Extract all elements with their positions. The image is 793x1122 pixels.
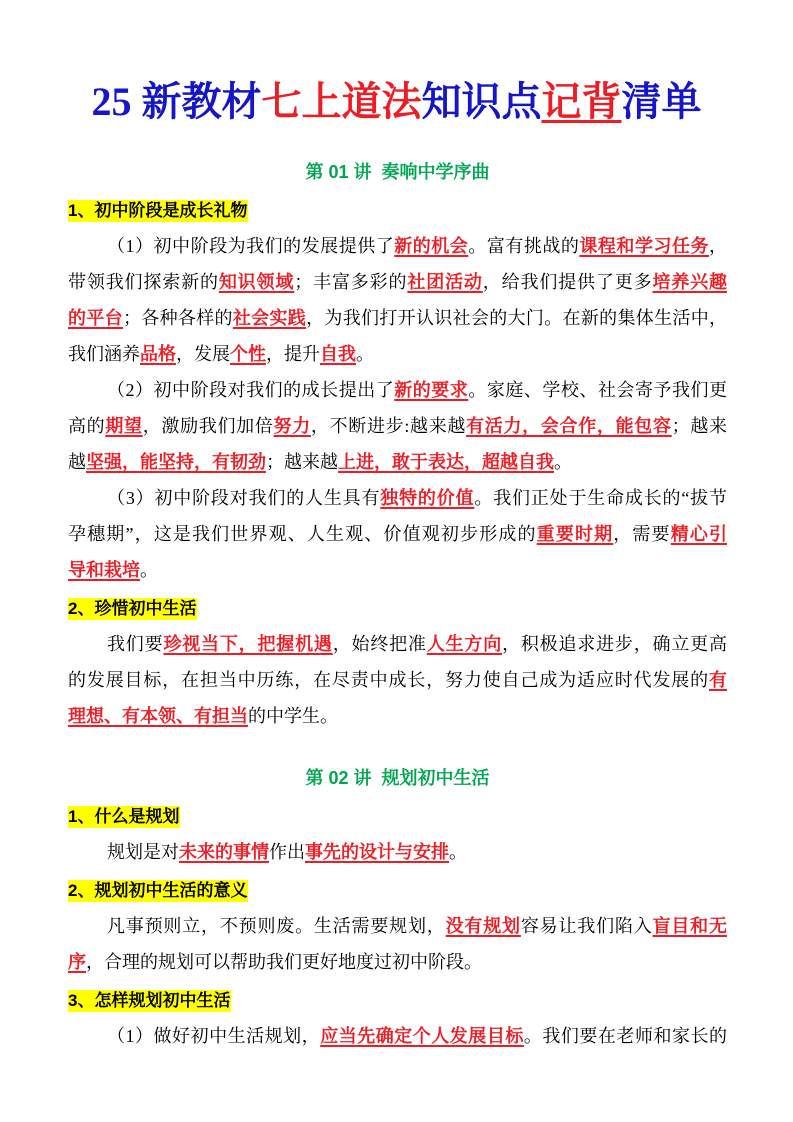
- key-point: 有活力，会合作，能包容: [466, 416, 672, 436]
- text-line: [68, 626, 727, 662]
- topic-heading: [68, 798, 727, 834]
- document-body: [68, 154, 727, 1054]
- text-line: [68, 552, 727, 588]
- key-point: 知识领域: [218, 272, 295, 292]
- text-run: 凡事预则立，不预则废。生活需要规划，: [107, 916, 446, 936]
- key-point: 精心引: [670, 524, 727, 544]
- paragraph: [68, 228, 727, 372]
- title-part-list: 清单: [621, 79, 702, 124]
- paragraph: [68, 1018, 727, 1054]
- text-line: [68, 944, 727, 980]
- text-run: 我们涵养: [68, 344, 140, 364]
- text-run: ；越来越: [266, 452, 338, 472]
- title-part-knowledge: 知识点: [421, 79, 542, 124]
- key-point: 人生方向: [426, 634, 503, 654]
- text-line: [68, 662, 727, 698]
- text-run: ；丰富多彩的: [294, 272, 408, 292]
- topic-heading-text: 2、规划初中生活的意义: [68, 880, 248, 900]
- document-title: [0, 72, 793, 132]
- text-line: [68, 516, 727, 552]
- title-part-memorize: 记背: [541, 79, 622, 124]
- text-run: ，发展: [176, 344, 230, 364]
- key-point: 社团活动: [407, 272, 483, 292]
- key-point: 培养兴趣: [652, 272, 727, 292]
- key-point: 导和栽培: [68, 560, 140, 580]
- text-line: [68, 480, 727, 516]
- key-point: 上进，敢于表达，超越自我: [338, 452, 554, 472]
- topic-heading: [68, 590, 727, 626]
- text-run: ，需要: [613, 524, 671, 544]
- lecture-heading: 第 02 讲 规划初中生活: [305, 768, 490, 788]
- text-run: 容易让我们陷入: [520, 916, 653, 936]
- key-point: 未来的事情: [179, 842, 269, 862]
- key-point: 重要时期: [536, 524, 614, 544]
- text-run: ，: [709, 236, 727, 256]
- text-run: 我们要: [107, 634, 164, 654]
- text-run: 。: [356, 344, 374, 364]
- topic-heading: [68, 982, 727, 1018]
- topic-heading-text: 2、珍惜初中生活: [68, 598, 197, 618]
- key-point: 的平台: [68, 308, 123, 328]
- lecture-1: [68, 154, 727, 734]
- title-part-grade-subject: 七上道法: [261, 79, 422, 124]
- text-run: 越: [68, 452, 86, 472]
- text-run: 。: [554, 452, 572, 472]
- text-run: 带领我们探索新的: [68, 272, 219, 292]
- text-run: ，激励我们加倍: [142, 416, 274, 436]
- paragraph: [68, 626, 727, 734]
- key-point: 努力: [273, 416, 311, 436]
- text-line: [68, 372, 727, 408]
- text-line: [68, 834, 727, 870]
- text-run: 。: [140, 560, 158, 580]
- topic-heading: [68, 872, 727, 908]
- paragraph: [68, 372, 727, 480]
- text-run: 的发展目标，在担当中历练，在尽责中成长，努力使自己成为适应时代发展的: [68, 670, 709, 690]
- text-run: ，给我们提供了更多: [482, 272, 653, 292]
- text-line: [68, 336, 727, 372]
- topic-heading-text: 1、初中阶段是成长礼物: [68, 200, 248, 220]
- text-run: ，合理的规划可以帮助我们更好地度过初中阶段。: [86, 952, 482, 972]
- text-run: 。家庭、学校、社会寄予我们更: [468, 380, 727, 400]
- key-point: 盲目和无: [652, 916, 727, 936]
- key-point: 事先的设计与安排: [305, 842, 449, 862]
- key-point: 新的要求: [394, 380, 469, 400]
- text-line: [68, 698, 727, 734]
- text-run: 作出: [269, 842, 305, 862]
- text-line: [68, 300, 727, 336]
- key-point: 独特的价值: [380, 488, 475, 508]
- text-run: ，积极追求进步，确立更高: [502, 634, 727, 654]
- paragraph: [68, 834, 727, 870]
- text-line: [68, 408, 727, 444]
- text-run: （3）初中阶段对我们的人生具有: [107, 488, 381, 508]
- text-run: ，始终把准: [332, 634, 427, 654]
- key-point: 没有规划: [445, 916, 521, 936]
- text-run: （1）初中阶段为我们的发展提供了: [107, 236, 395, 256]
- text-line: [68, 264, 727, 300]
- text-line: [68, 1018, 727, 1054]
- text-run: ，为我们打开认识社会的大门。在新的集体生活中，: [306, 308, 727, 328]
- text-run: 。我们正处于生命成长的“拔节: [474, 488, 727, 508]
- paragraph: [68, 908, 727, 980]
- text-run: ，不断进步:越来越: [310, 416, 467, 436]
- key-point: 有: [709, 670, 727, 690]
- key-point: 理想、有本领、有担当: [68, 706, 248, 726]
- key-point: 序: [68, 952, 86, 972]
- text-run: 。: [449, 842, 467, 862]
- key-point: 品格: [140, 344, 176, 364]
- key-point: 社会实践: [232, 308, 307, 328]
- text-line: [68, 444, 727, 480]
- topic-heading-text: 1、什么是规划: [68, 806, 180, 826]
- text-run: 。富有挑战的: [468, 236, 580, 256]
- text-run: 。我们要在老师和家长的: [523, 1026, 727, 1046]
- text-run: （1）做好初中生活规划，: [107, 1026, 321, 1046]
- title-part-new-textbook: 25 新教材: [91, 79, 262, 124]
- text-run: ，提升: [266, 344, 320, 364]
- key-point: 自我: [320, 344, 356, 364]
- text-run: 的中学生。: [248, 706, 338, 726]
- key-point: 期望: [105, 416, 143, 436]
- text-line: [68, 908, 727, 944]
- text-run: ；越来: [671, 416, 727, 436]
- text-line: [68, 228, 727, 264]
- text-run: 孕穗期”，这是我们世界观、人生观、价值观初步形成的: [68, 524, 537, 544]
- key-point: 坚强，能坚持，有韧劲: [86, 452, 266, 472]
- text-run: 高的: [68, 416, 106, 436]
- key-point: 新的机会: [394, 236, 469, 256]
- topic-heading: [68, 192, 727, 228]
- text-run: 规划是对: [107, 842, 179, 862]
- key-point: 课程和学习任务: [579, 236, 710, 256]
- key-point: 个性: [230, 344, 266, 364]
- key-point: 应当先确定个人发展目标: [320, 1026, 524, 1046]
- key-point: 珍视当下，把握机遇: [163, 634, 333, 654]
- topic-heading-text: 3、怎样规划初中生活: [68, 990, 231, 1010]
- paragraph: [68, 480, 727, 588]
- text-run: （2）初中阶段对我们的成长提出了: [107, 380, 395, 400]
- lecture-2: [68, 760, 727, 1054]
- lecture-heading: 第 01 讲 奏响中学序曲: [305, 162, 490, 182]
- text-run: ；各种各样的: [122, 308, 233, 328]
